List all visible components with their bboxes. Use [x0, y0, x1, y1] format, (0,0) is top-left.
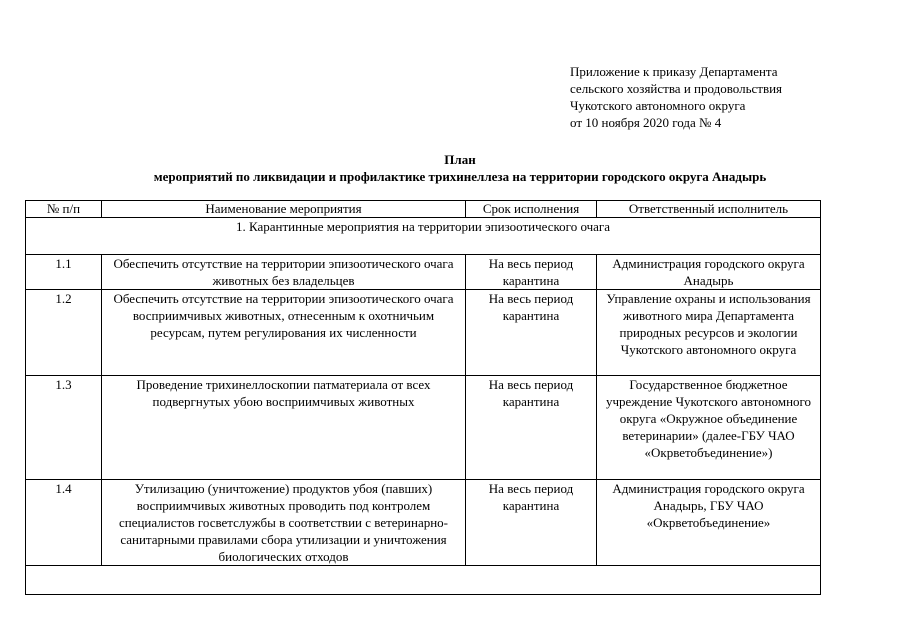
row-name: Обеспечить отсутствие на территории эпизоотического очага животных без владельцев: [102, 255, 466, 290]
table-header-row: [26, 201, 821, 218]
row-responsible: Администрация городского округа Анадырь, ГБУ ЧАО «Окрветобъединение»: [597, 480, 821, 566]
header-responsible: Ответственный исполнитель: [597, 201, 821, 218]
row-number: 1.2: [26, 290, 102, 376]
section-row: [26, 218, 821, 255]
row-number: 1.3: [26, 376, 102, 480]
header-term: Срок исполнения: [466, 201, 597, 218]
appendix-line: от 10 ноября 2020 года № 4: [570, 115, 722, 130]
table-row: [26, 376, 821, 480]
table-row: [26, 255, 821, 290]
title-line: мероприятий по ликвидации и профилактике трихинеллеза на территории городского округа Анадырь: [153, 169, 767, 184]
row-number: 1.1: [26, 255, 102, 290]
appendix-note: [570, 63, 890, 131]
row-term: На весь период карантина: [466, 480, 597, 566]
table-row: [26, 290, 821, 376]
row-term: На весь период карантина: [466, 376, 597, 480]
header-number: № п/п: [26, 201, 102, 218]
appendix-line: Приложение к приказу Департамента: [570, 64, 778, 79]
header-name: Наименование мероприятия: [102, 201, 466, 218]
row-responsible: Управление охраны и использования животного мира Департамента природных ресурсов и экологии Чукотского автономного округа: [597, 290, 821, 376]
empty-cell: [26, 566, 821, 595]
row-number: 1.4: [26, 480, 102, 566]
table-row: [26, 480, 821, 566]
section-title: 1. Карантинные мероприятия на территории эпизоотического очага: [26, 218, 821, 255]
row-term: На весь период карантина: [466, 290, 597, 376]
row-responsible: Администрация городского округа Анадырь: [597, 255, 821, 290]
title-line: План: [444, 152, 476, 167]
plan-table: [25, 200, 821, 595]
appendix-line: Чукотского автономного округа: [570, 98, 746, 113]
row-name: Проведение трихинеллоскопии патматериала от всех подвергнутых убою восприимчивых животных: [102, 376, 466, 480]
row-term: На весь период карантина: [466, 255, 597, 290]
document-title: [25, 151, 895, 185]
row-name: Обеспечить отсутствие на территории эпизоотического очага восприимчивых животных, отнесенным к охотничьим ресурсам, путем регулирования их численности: [102, 290, 466, 376]
row-name: Утилизацию (уничтожение) продуктов убоя (павших) восприимчивых животных проводить под контролем специалистов госветслужбы в соответствии с ветеринарно-санитарными правилами сбора утилизации и уничтожения биологических отходов: [102, 480, 466, 566]
row-responsible: Государственное бюджетное учреждение Чукотского автономного округа «Окружное объединение ветеринарии» (далее-ГБУ ЧАО «Окрветобъединение»): [597, 376, 821, 480]
appendix-line: сельского хозяйства и продовольствия: [570, 81, 783, 96]
empty-row: [26, 566, 821, 595]
